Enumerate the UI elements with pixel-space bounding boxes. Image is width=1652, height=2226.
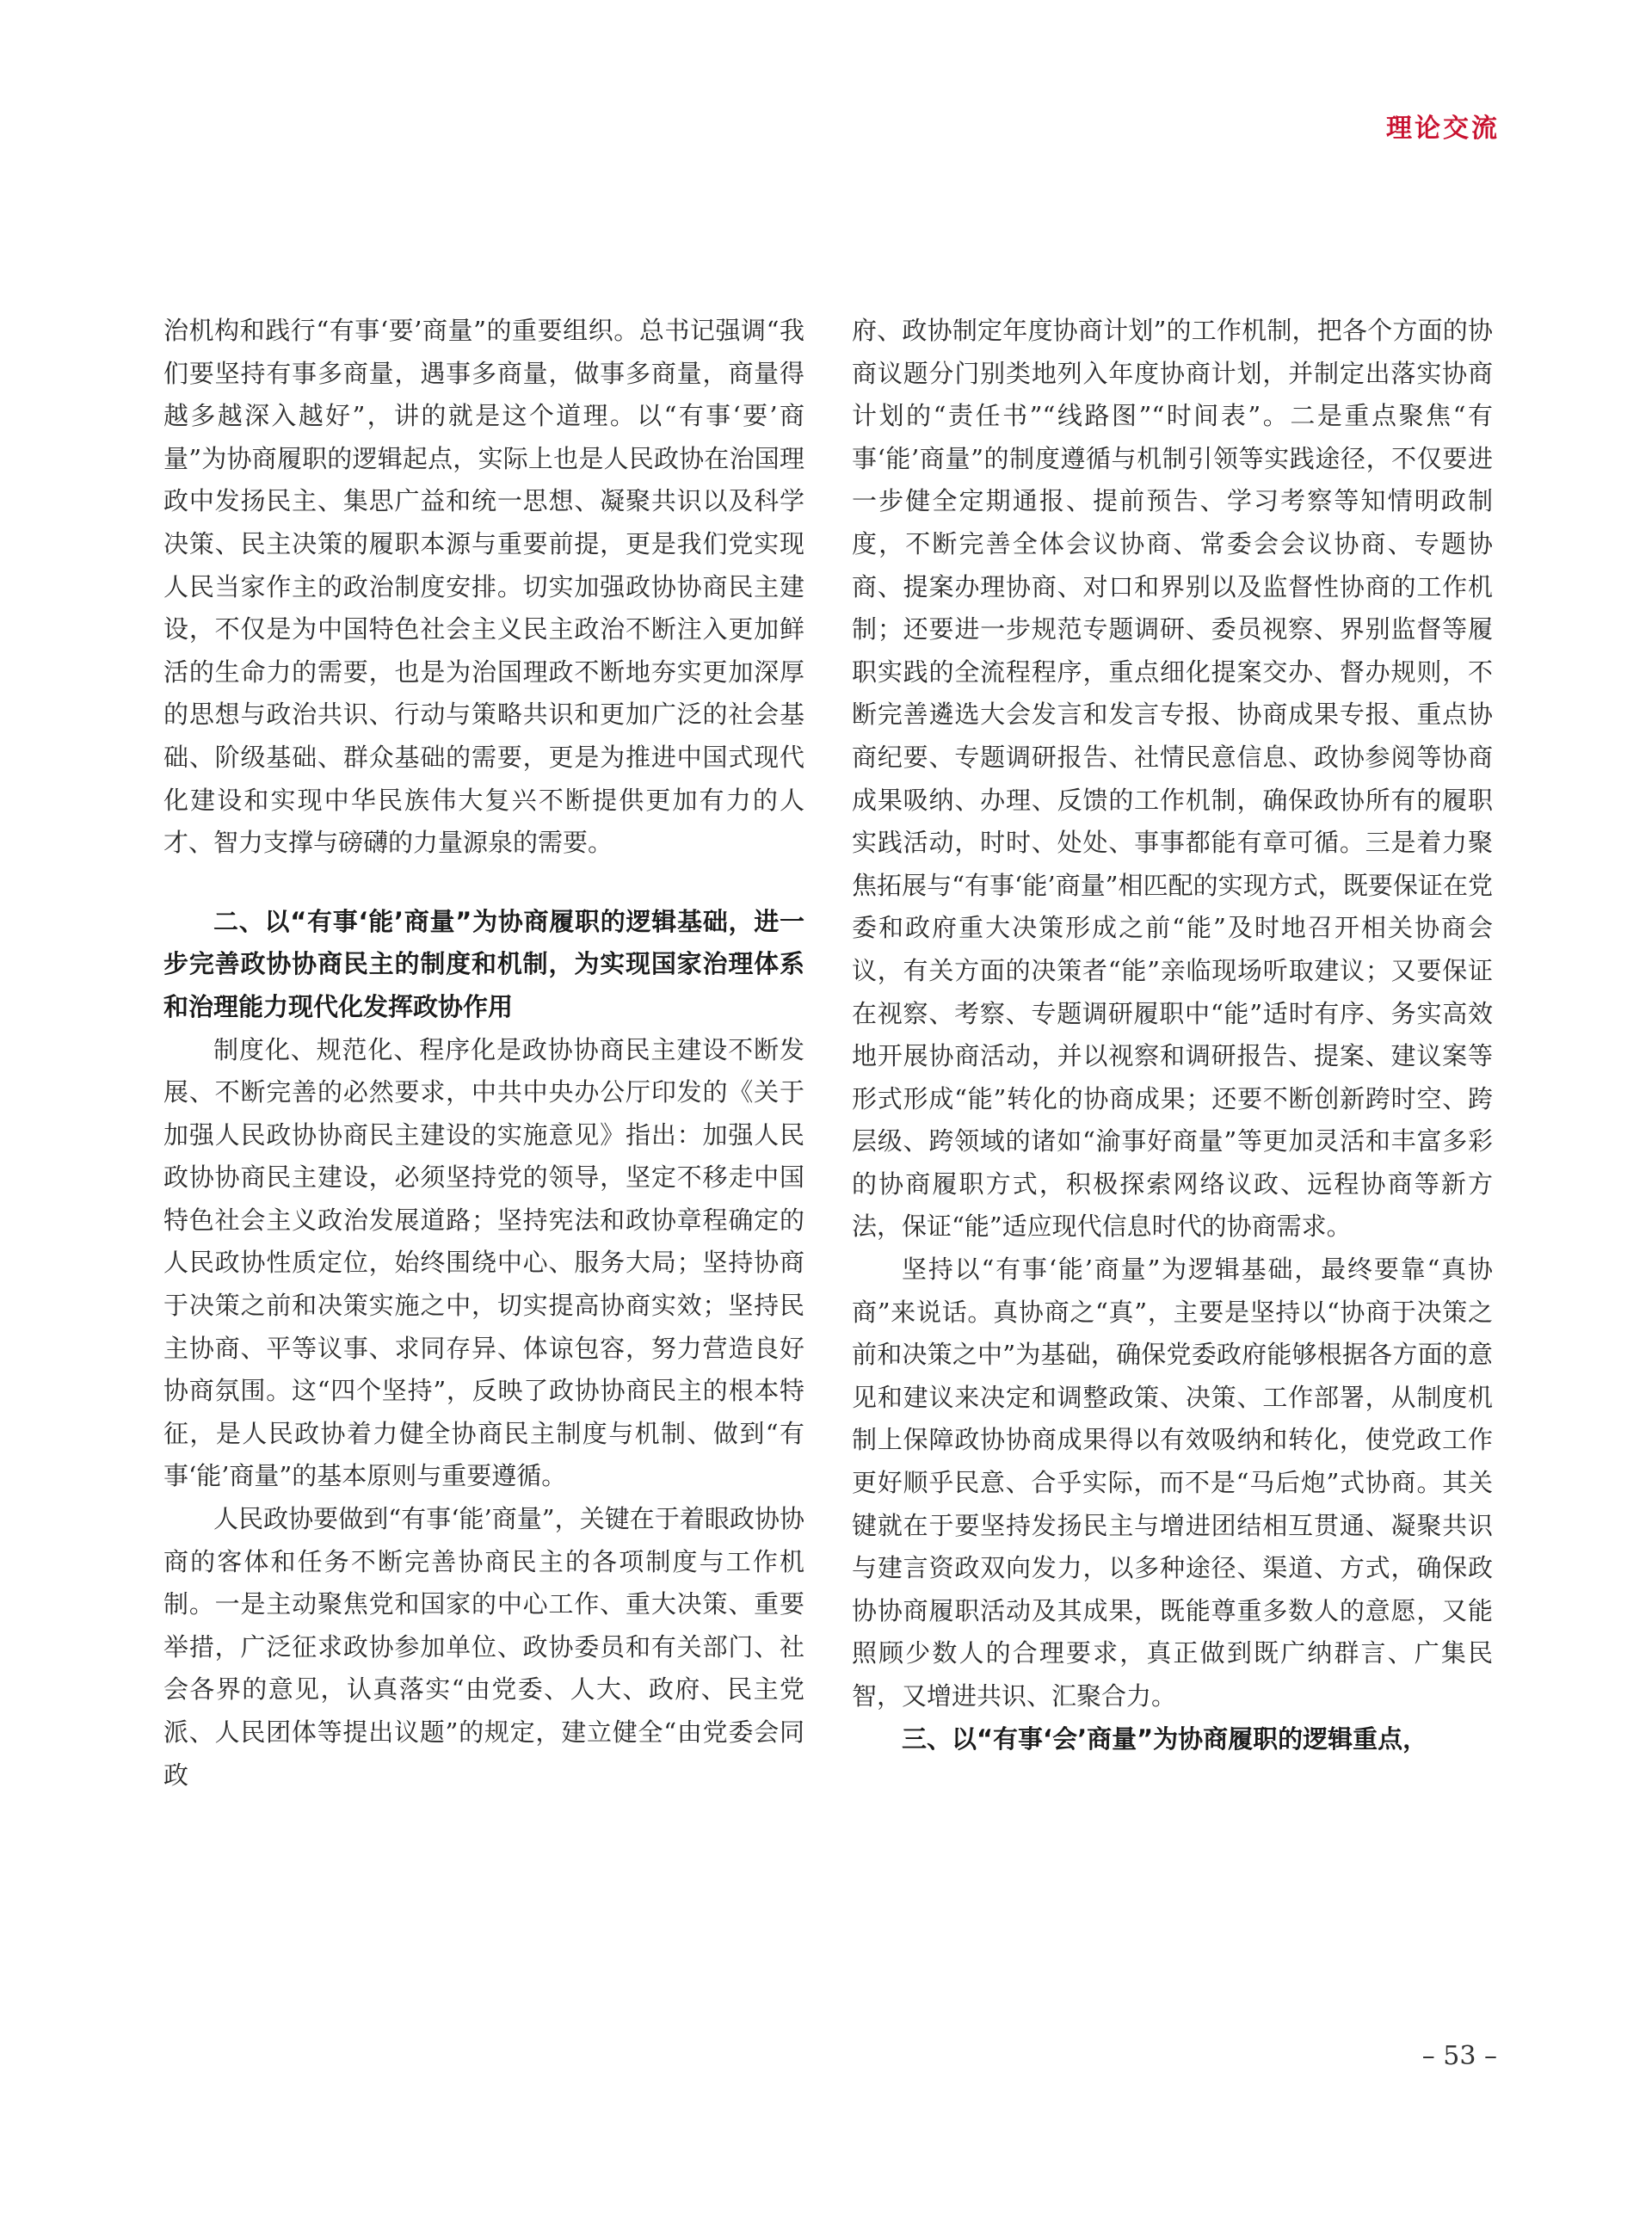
paragraph: 治机构和践行“有事‘要’商量”的重要组织。总书记强调“我们要坚持有事多商量，遇事多商量，做事多商量，商量得越多越深入越好”，讲的就是这个道理。以“有事‘要’商量”为协商履职的逻辑起点，实际上也是人民政协在治国理政中发扬民主、集思广益和统一思想、凝聚共识以及科学决策、民主决策的履职本源与重要前提，更是我们党实现人民当家作主的政治制度安排。切实加强政协协商民主建设，不仅是为中国特色社会主义民主政治不断注入更加鲜活的生命力的需要，也是为治国理政不断地夯实更加深厚的思想与政治共识、行动与策略共识和更加广泛的社会基础、阶级基础、群众基础的需要，更是为推进中国式现代化建设和实现中华民族伟大复兴不断提供更加有力的人才、智力支撑与磅礴的力量源泉的需要。 [163, 316, 804, 858]
left-column [163, 310, 804, 1797]
paragraph: 府、政协制定年度协商计划”的工作机制，把各个方面的协商议题分门别类地列入年度协商计划，并制定出落实协商计划的“责任书”“线路图”“时间表”。二是重点聚焦“有事‘能’商量”的制度遵循与机制引领等实践途径，不仅要进一步健全定期通报、提前预告、学习考察等知情明政制度，不断完善全体会议协商、常委会会议协商、专题协商、提案办理协商、对口和界别以及监督性协商的工作机制；还要进一步规范专题调研、委员视察、界别监督等履职实践的全流程程序，重点细化提案交办、督办规则，不断完善遴选大会发言和发言专报、协商成果专报、重点协商纪要、专题调研报告、社情民意信息、政协参阅等协商成果吸纳、办理、反馈的工作机制，确保政协所有的履职实践活动，时时、处处、事事都能有章可循。三是着力聚焦拓展与“有事‘能’商量”相匹配的实现方式，既要保证在党委和政府重大决策形成之前“能”及时地召开相关协商会议，有关方面的决策者“能”亲临现场听取建议；又要保证在视察、考察、专题调研履职中“能”适时有序、务实高效地开展协商活动，并以视察和调研报告、提案、建议案等形式形成“能”转化的协商成果；还要不断创新跨时空、跨层级、跨领域的诸如“渝事好商量”等更加灵活和丰富多彩的协商履职方式，积极探索网络议政、远程协商等新方法，保证“能”适应现代信息时代的协商需求。 [852, 316, 1493, 1242]
paragraph: 人民政协要做到“有事‘能’商量”，关键在于着眼政协协商的客体和任务不断完善协商民主的各项制度与工作机制。一是主动聚焦党和国家的中心工作、重大决策、重要举措，广泛征求政协参加单位、政协委员和有关部门、社会各界的意见，认真落实“由党委、人大、政府、民主党派、人民团体等提出议题”的规定，建立健全“由党委会同政 [163, 1504, 804, 1790]
page-number: – 53 – [1421, 2041, 1497, 2071]
right-column [852, 310, 1493, 1760]
paragraph: 坚持以“有事‘能’商量”为逻辑基础，最终要靠“真协商”来说话。真协商之“真”，主要是坚持以“协商于决策之前和决策之中”为基础，确保党委政府能够根据各方面的意见和建议来决定和调整政策、决策、工作部署，从制度机制上保障政协协商成果得以有效吸纳和转化，使党政工作更好顺乎民意、合乎实际，而不是“马后炮”式协商。其关键就在于要坚持发扬民主与增进团结相互贯通、凝聚共识与建言资政双向发力，以多种途径、渠道、方式，确保政协协商履职活动及其成果，既能尊重多数人的意愿，又能照顾少数人的合理要求，真正做到既广纳群言、广集民智，又增进共识、汇聚合力。 [852, 1255, 1493, 1711]
section-tag: 理论交流 [1386, 114, 1500, 144]
section-heading: 二、以“有事‘能’商量”为协商履职的逻辑基础，进一步完善政协协商民主的制度和机制，为实现国家治理体系和治理能力现代化发挥政协作用 [163, 906, 804, 1021]
paragraph: 制度化、规范化、程序化是政协协商民主建设不断发展、不断完善的必然要求，中共中央办公厅印发的《关于加强人民政协协商民主建设的实施意见》指出：加强人民政协协商民主建设，必须坚持党的领导，坚定不移走中国特色社会主义政治发展道路；坚持宪法和政协章程确定的人民政协性质定位，始终围绕中心、服务大局；坚持协商于决策之前和决策实施之中，切实提高协商实效；坚持民主协商、平等议事、求同存异、体谅包容，努力营造良好协商氛围。这“四个坚持”，反映了政协协商民主的根本特征，是人民政协着力健全协商民主制度与机制、做到“有事‘能’商量”的基本原则与重要遵循。 [163, 1034, 804, 1491]
section-heading: 三、以“有事‘会’商量”为协商履职的逻辑重点， [902, 1723, 1428, 1754]
